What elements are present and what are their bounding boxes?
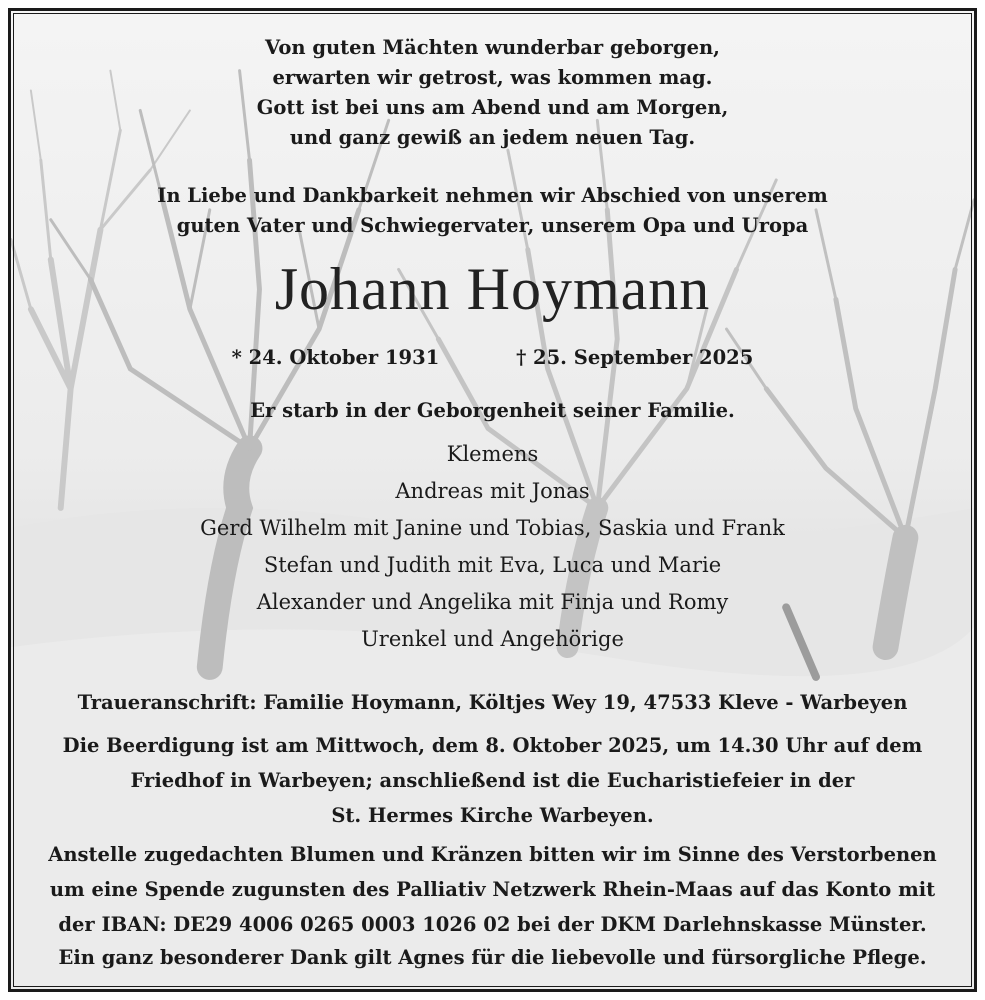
notice-text	[11, 11, 974, 989]
poem-line: erwarten wir getrost, was kommen mag.	[272, 66, 713, 89]
death-date: † 25. September 2025	[516, 346, 754, 369]
family-list	[11, 436, 974, 658]
donation-request	[11, 837, 974, 942]
death-note: Er starb in der Geborgenheit seiner Familie.	[250, 399, 735, 422]
deceased-name: Johann Hoymann	[274, 256, 711, 322]
intro-line: guten Vater und Schwiegervater, unserem Opa und Uropa	[176, 214, 809, 237]
birth-date: * 24. Oktober 1931	[231, 346, 440, 369]
family-member: Klemens	[446, 442, 539, 466]
family-member: Gerd Wilhelm mit Janine und Tobias, Saskia und Frank	[200, 516, 785, 540]
family-member: Stefan und Judith mit Eva, Luca und Marie	[263, 553, 722, 577]
funeral-line: St. Hermes Kirche Warbeyen.	[331, 804, 654, 827]
poem-line: und ganz gewiß an jedem neuen Tag.	[289, 126, 696, 149]
donation-line: der IBAN: DE29 4006 0265 0003 1026 02 bei der DKM Darlehnskasse Münster.	[58, 913, 927, 936]
donation-line: um eine Spende zugunsten des Palliativ Netzwerk Rhein-Maas auf das Konto mit	[49, 878, 936, 901]
funeral-line: Die Beerdigung ist am Mittwoch, dem 8. Oktober 2025, um 14.30 Uhr auf dem	[62, 734, 923, 757]
family-member: Alexander und Angelika mit Finja und Romy	[256, 590, 729, 614]
thanks-note: Ein ganz besonderer Dank gilt Agnes für die liebevolle und fürsorgliche Pflege.	[58, 946, 927, 969]
poem-line: Gott ist bei uns am Abend und am Morgen,	[256, 96, 729, 119]
funeral-details	[11, 728, 974, 833]
intro-line: In Liebe und Dankbarkeit nehmen wir Abschied von unserem	[157, 184, 828, 207]
mourning-address: Traueranschrift: Familie Hoymann, Költjes Wey 19, 47533 Kleve - Warbeyen	[77, 691, 908, 714]
obituary-notice	[8, 8, 977, 992]
family-member: Urenkel und Angehörige	[361, 627, 624, 651]
family-member: Andreas mit Jonas	[395, 479, 590, 503]
poem-line: Von guten Mächten wunderbar geborgen,	[265, 36, 720, 59]
funeral-line: Friedhof in Warbeyen; anschließend ist die Eucharistiefeier in der	[130, 769, 855, 792]
farewell-intro	[11, 181, 974, 241]
life-dates	[11, 343, 974, 373]
poem-verse	[11, 33, 974, 153]
donation-line: Anstelle zugedachten Blumen und Kränzen bitten wir im Sinne des Verstorbenen	[48, 843, 937, 866]
